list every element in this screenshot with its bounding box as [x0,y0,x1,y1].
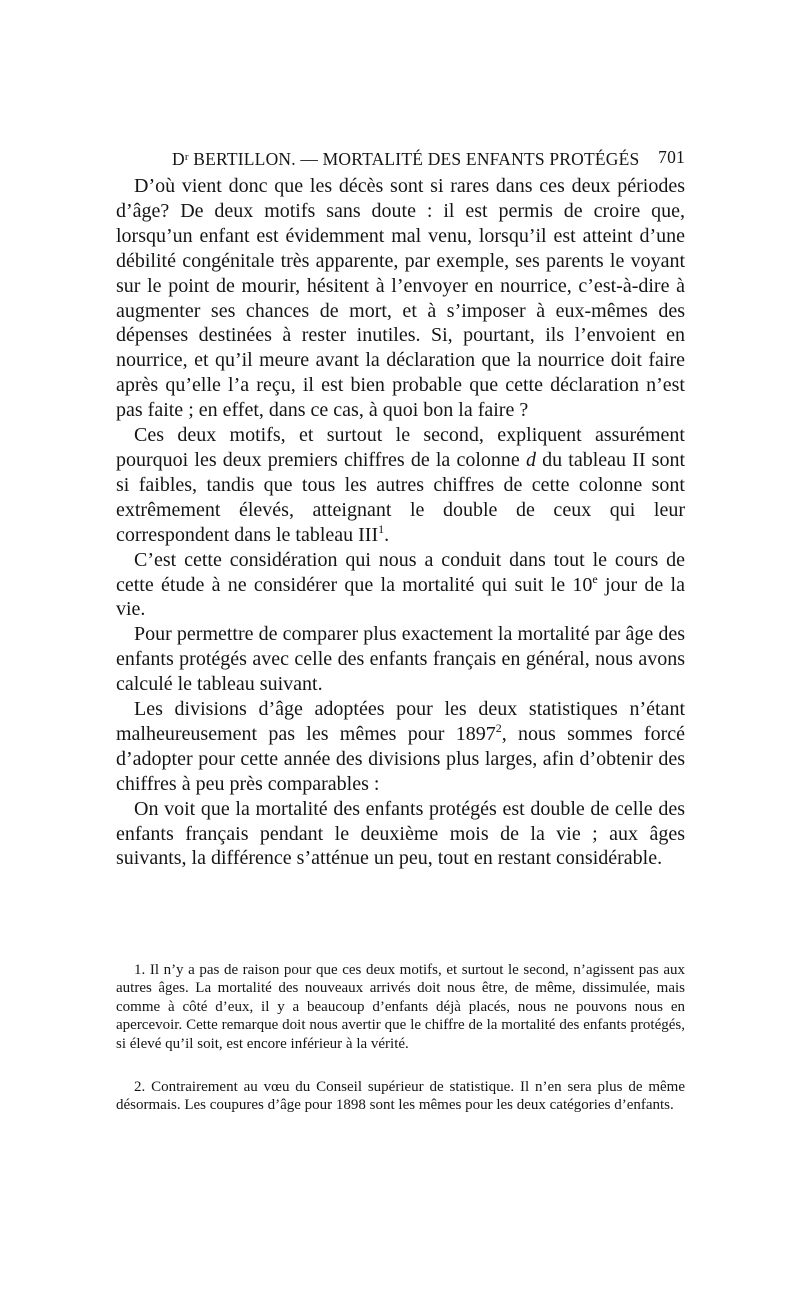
ordinal-sup: e [592,571,598,586]
paragraph-1 [116,174,685,423]
paragraph-2-text-a: Ces deux motifs, et surtout le second, expliquent assurément pourquoi les deux premiers chiffres de la colonne [116,424,685,471]
paragraph-4 [116,622,685,697]
footnote-1-text: 1. Il n’y a pas de raison pour que ces deux motifs, et surtout le second, n’agissent pas aux autres âges. La mortalité des nouveaux arrivés doit nous être, de même, dissimulée, mais comme à côté d’eux, il y a beaucoup d’enfants déjà placés, nous ne pouvons nous en apercevoir. Cette remarque doit nous avertir que le chiffre de la mortalité des enfants protégés, si élevé qu’il soit, est encore inférieur à la vérité. [116,962,685,1052]
paragraph-2 [116,423,685,548]
running-head [172,144,685,172]
paragraph-6-text: On voit que la mortalité des enfants protégés est double de celle des enfants français pendant le deuxième mois de la vie ; aux âges suivants, la différence s’atténue un peu, tout en restant considérable. [116,797,685,870]
paragraph-3-text-b: jour de la vie. [116,573,685,621]
paragraph-1-text: D’où vient donc que les décès sont si rares dans ces deux périodes d’âge? De deux motifs sans doute : il est permis de croire que, lorsqu’un enfant est évidemment mal venu, lorsqu’il est atteint d’une débilité congénitale très apparente, par exemple, ses parents le voyant sur le point de mourir, hésitent à l’envoyer en nourrice, c’est-à-dire à augmenter ses chances de mort, et à s’imposer à eux-mêmes des dépenses destinées à rester inutiles. Si, pourtant, ils l’envoient en nourrice, et qu’il meure avant la déclaration que la nourrice doit faire après qu’elle l’a reçu, il est bien probable que cette déclaration n’est pas faite ; en effet, dans ce cas, à quoi bon la faire ? [116,175,685,422]
footnote-2-text: 2. Contrairement au vœu du Conseil supérieur de statistique. Il n’en sera plus de même désormais. Les coupures d’âge pour 1898 sont les mêmes pour les deux catégories d’enfants. [116,1079,685,1114]
paragraph-6 [116,797,685,872]
header-title: BERTILLON. — MORTALITÉ DES ENFANTS PROTÉGÉS [188,149,640,169]
paragraph-2-text-b: du tableau II sont si faibles, tandis que tous les autres chiffres de cette colonne sont extrêmement élevés, atteignant le double de ceux qui leur correspondent dans le tableau III [116,448,685,546]
footnote-ref-2[interactable]: 2 [495,720,502,735]
paragraph-3-text-a: C’est cette considération qui nous a conduit dans tout le cours de cette étude à ne considérer que la mortalité qui suit le 10 [116,548,685,596]
paragraph-5-text-a: Les divisions d’âge adoptées pour les deux statistiques n’étant malheureusement pas les mêmes pour 1897 [116,698,685,745]
paragraph-2-italic: d [525,448,536,471]
page-number: 701 [658,147,685,167]
paragraph-5-text-b: , nous sommes forcé d’adopter pour cette année des divisions plus larges, afin d’obtenir des chiffres à peu près comparables : [116,722,685,795]
paragraph-2-text-c: . [384,523,390,546]
header-author-sup: r [184,151,189,163]
footnote-ref-1[interactable]: 1 [378,521,385,536]
footnote-1 [116,961,685,1053]
paragraph-4-text: Pour permettre de comparer plus exactement la mortalité par âge des enfants protégés avec celle des enfants français en général, nous avons calculé le tableau suivant. [116,623,685,696]
header-author-prefix: D [172,149,185,169]
body-text [116,174,685,871]
paragraph-5 [116,697,685,797]
footnote-2 [116,1078,685,1115]
paragraph-3 [116,548,685,623]
